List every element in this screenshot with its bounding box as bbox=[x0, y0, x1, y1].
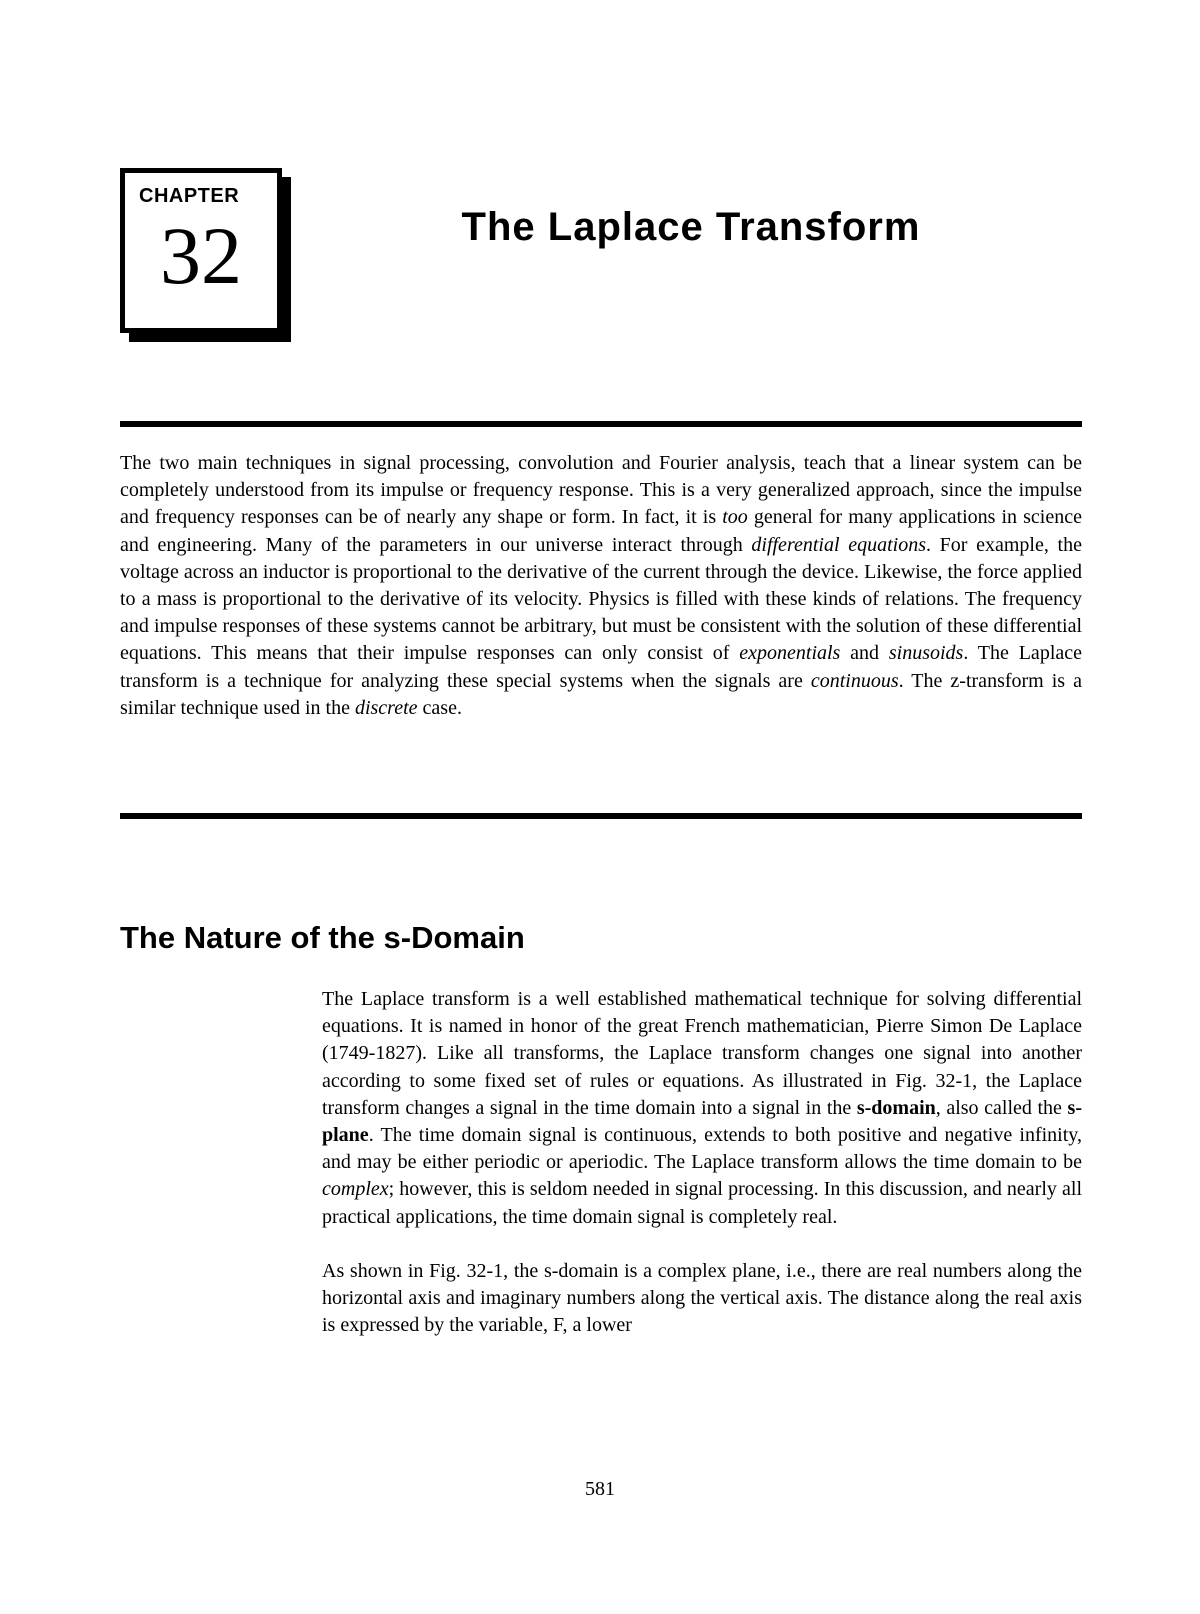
page-number: 581 bbox=[585, 1478, 615, 1500]
section-body bbox=[322, 986, 1082, 1366]
chapter-box bbox=[120, 168, 282, 333]
intro-paragraph: The two main techniques in signal processing, convolution and Fourier analysis, teach that a linear system can be completely understood from its impulse or frequency response. This is a very generalized approach, since the impulse and frequency responses can be of nearly any shape or form. In fact, it is too general for many applications in science and engineering. Many of the parameters in our universe interact through differential equations. For example, the voltage across an inductor is proportional to the derivative of the current through the device. Likewise, the force applied to a mass is proportional to the derivative of its velocity. Physics is filled with these kinds of relations. The frequency and impulse responses of these systems cannot be arbitrary, but must be consistent with the solution of these differential equations. This means that their impulse responses can only consist of exponentials and sinusoids. The Laplace transform is a technique for analyzing these special systems when the signals are continuous. The z-transform is a similar technique used in the discrete case. bbox=[120, 452, 1083, 719]
divider-rule-bottom bbox=[120, 813, 1082, 819]
body-paragraph-2: As shown in Fig. 32-1, the s-domain is a complex plane, i.e., there are real numbers along the horizontal axis and imaginary numbers along the vertical axis. The distance along the real axis is expressed by the variable, F, a lower bbox=[322, 1259, 1082, 1337]
body-paragraph-1: The Laplace transform is a well established mathematical technique for solving differential equations. It is named in honor of the great French mathematician, Pierre Simon De Laplace (1749-1827). Like all transforms, the Laplace transform changes one signal into another according to some fixed set of rules or equations. As illustrated in Fig. 32-1, the Laplace transform changes a signal in the time domain into a signal in the s-domain, also called the s-plane. The time domain signal is continuous, extends to both positive and negative infinity, and may be either periodic or aperiodic. The Laplace transform allows the time domain to be complex; however, this is seldom needed in signal processing. In this discussion, and nearly all practical applications, the time domain signal is completely real. bbox=[322, 988, 1082, 1228]
chapter-label: CHAPTER bbox=[139, 185, 240, 207]
chapter-number: 32 bbox=[160, 210, 242, 301]
divider-rule-top bbox=[120, 421, 1082, 427]
page-title: The Laplace Transform bbox=[461, 205, 921, 249]
section-heading: The Nature of the s-Domain bbox=[120, 920, 525, 955]
